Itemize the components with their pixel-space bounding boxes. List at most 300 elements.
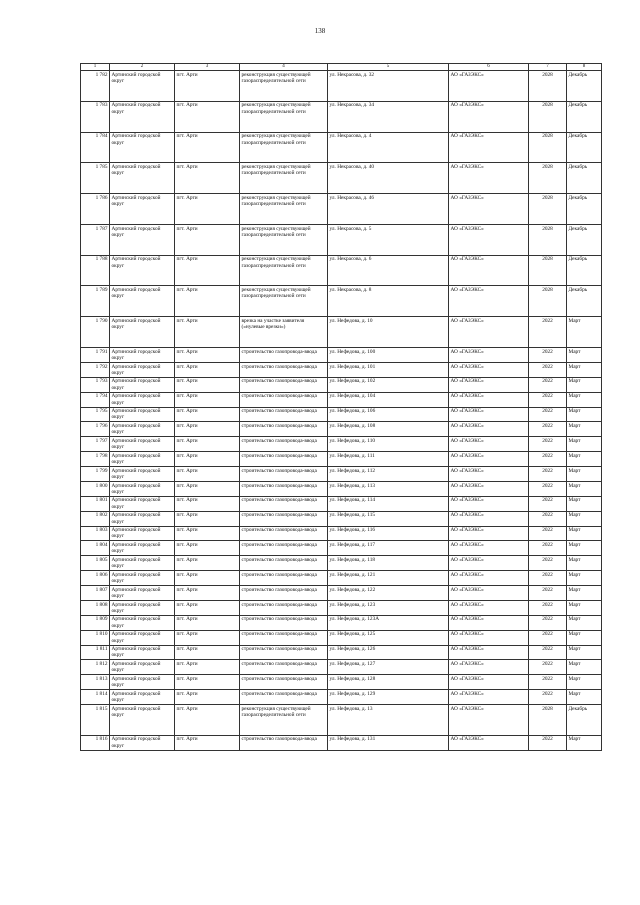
cell-month: Март — [567, 362, 602, 377]
cell-year: 2028 — [529, 286, 567, 317]
cell-month: Март — [567, 317, 602, 348]
cell-work-type: реконструкция существующей газораспределительной сети — [240, 705, 328, 736]
cell-organization: АО «ГАЗЭКС» — [449, 600, 529, 615]
cell-organization: АО «ГАЗЭКС» — [449, 586, 529, 601]
cell-work-type: реконструкция существующей газораспределительной сети — [240, 132, 328, 163]
cell-address: ул. Нефедова, д. 122 — [328, 586, 449, 601]
table-row — [81, 660, 602, 675]
cell-work-type: реконструкция существующей газораспределительной сети — [240, 163, 328, 194]
cell-row-number: 1 796 — [81, 422, 110, 437]
cell-municipality: Артинский городской округ — [110, 317, 175, 348]
cell-month: Март — [567, 586, 602, 601]
cell-row-number: 1 816 — [81, 735, 110, 750]
cell-work-type: строительство газопровода-ввода — [240, 660, 328, 675]
cell-month: Март — [567, 675, 602, 690]
cell-row-number: 1 809 — [81, 615, 110, 630]
cell-organization: АО «ГАЗЭКС» — [449, 645, 529, 660]
cell-municipality: Артинский городской округ — [110, 348, 175, 363]
table-row — [81, 556, 602, 571]
cell-organization: АО «ГАЗЭКС» — [449, 615, 529, 630]
cell-municipality: Артинский городской округ — [110, 224, 175, 255]
cell-month: Март — [567, 571, 602, 586]
cell-work-type: строительство газопровода-ввода — [240, 675, 328, 690]
cell-row-number: 1 797 — [81, 437, 110, 452]
column-number: 7 — [529, 64, 567, 71]
cell-month: Декабрь — [567, 286, 602, 317]
cell-organization: АО «ГАЗЭКС» — [449, 101, 529, 132]
cell-month: Март — [567, 437, 602, 452]
cell-settlement: пгт. Арти — [175, 511, 240, 526]
cell-address: ул. Нефедова, д. 117 — [328, 541, 449, 556]
cell-municipality: Артинский городской округ — [110, 675, 175, 690]
cell-address: ул. Нефедова, д. 112 — [328, 467, 449, 482]
cell-work-type: строительство газопровода-ввода — [240, 690, 328, 705]
cell-work-type: строительство газопровода-ввода — [240, 600, 328, 615]
cell-organization: АО «ГАЗЭКС» — [449, 690, 529, 705]
cell-settlement: пгт. Арти — [175, 690, 240, 705]
cell-address: ул. Некрасова, д. 34 — [328, 101, 449, 132]
cell-organization: АО «ГАЗЭКС» — [449, 362, 529, 377]
cell-year: 2022 — [529, 407, 567, 422]
cell-organization: АО «ГАЗЭКС» — [449, 407, 529, 422]
cell-month: Декабрь — [567, 255, 602, 286]
gasification-table — [80, 63, 602, 751]
cell-year: 2022 — [529, 437, 567, 452]
cell-organization: АО «ГАЗЭКС» — [449, 452, 529, 467]
cell-settlement: пгт. Арти — [175, 71, 240, 102]
table-row — [81, 194, 602, 225]
cell-address: ул. Нефедова, д. 118 — [328, 556, 449, 571]
cell-address: ул. Некрасова, д. 32 — [328, 71, 449, 102]
cell-settlement: пгт. Арти — [175, 452, 240, 467]
cell-municipality: Артинский городской округ — [110, 481, 175, 496]
cell-work-type: реконструкция существующей газораспределительной сети — [240, 194, 328, 225]
column-number: 2 — [110, 64, 175, 71]
column-number: 3 — [175, 64, 240, 71]
cell-organization: АО «ГАЗЭКС» — [449, 660, 529, 675]
cell-work-type: строительство газопровода-ввода — [240, 377, 328, 392]
cell-year: 2022 — [529, 660, 567, 675]
table-row — [81, 392, 602, 407]
cell-organization: АО «ГАЗЭКС» — [449, 224, 529, 255]
table-row — [81, 630, 602, 645]
cell-address: ул. Нефедова, д. 126 — [328, 645, 449, 660]
column-number: 8 — [567, 64, 602, 71]
table-row — [81, 101, 602, 132]
cell-address: ул. Некрасова, д. 5 — [328, 224, 449, 255]
cell-settlement: пгт. Арти — [175, 735, 240, 750]
cell-municipality: Артинский городской округ — [110, 526, 175, 541]
cell-municipality: Артинский городской округ — [110, 377, 175, 392]
cell-municipality: Артинский городской округ — [110, 630, 175, 645]
cell-work-type: строительство газопровода-ввода — [240, 586, 328, 601]
cell-settlement: пгт. Арти — [175, 556, 240, 571]
cell-organization: АО «ГАЗЭКС» — [449, 675, 529, 690]
cell-settlement: пгт. Арти — [175, 705, 240, 736]
cell-work-type: строительство газопровода-ввода — [240, 422, 328, 437]
cell-year: 2022 — [529, 541, 567, 556]
cell-settlement: пгт. Арти — [175, 224, 240, 255]
cell-year: 2022 — [529, 571, 567, 586]
cell-year: 2022 — [529, 362, 567, 377]
cell-work-type: строительство газопровода-ввода — [240, 556, 328, 571]
cell-municipality: Артинский городской округ — [110, 286, 175, 317]
cell-year: 2028 — [529, 163, 567, 194]
cell-month: Март — [567, 660, 602, 675]
cell-year: 2022 — [529, 467, 567, 482]
cell-row-number: 1 795 — [81, 407, 110, 422]
cell-address: ул. Некрасова, д. 40 — [328, 163, 449, 194]
cell-municipality: Артинский городской округ — [110, 71, 175, 102]
cell-year: 2028 — [529, 132, 567, 163]
cell-municipality: Артинский городской округ — [110, 660, 175, 675]
cell-organization: АО «ГАЗЭКС» — [449, 467, 529, 482]
cell-address: ул. Нефедова, д. 125 — [328, 630, 449, 645]
cell-address: ул. Нефедова, д. 104 — [328, 392, 449, 407]
cell-year: 2022 — [529, 511, 567, 526]
cell-address: ул. Нефедова, д. 110 — [328, 437, 449, 452]
cell-row-number: 1 813 — [81, 675, 110, 690]
cell-year: 2028 — [529, 255, 567, 286]
cell-month: Декабрь — [567, 163, 602, 194]
cell-month: Март — [567, 556, 602, 571]
table-row — [81, 452, 602, 467]
cell-work-type: строительство газопровода-ввода — [240, 541, 328, 556]
cell-year: 2022 — [529, 317, 567, 348]
cell-row-number: 1 789 — [81, 286, 110, 317]
cell-address: ул. Некрасова, д. 6 — [328, 255, 449, 286]
cell-year: 2022 — [529, 645, 567, 660]
cell-address: ул. Нефедова, д. 127 — [328, 660, 449, 675]
cell-month: Март — [567, 392, 602, 407]
cell-organization: АО «ГАЗЭКС» — [449, 496, 529, 511]
cell-work-type: строительство газопровода-ввода — [240, 511, 328, 526]
table-row — [81, 255, 602, 286]
cell-organization: АО «ГАЗЭКС» — [449, 541, 529, 556]
cell-organization: АО «ГАЗЭКС» — [449, 630, 529, 645]
cell-address: ул. Нефедова, д. 111 — [328, 452, 449, 467]
cell-settlement: пгт. Арти — [175, 422, 240, 437]
cell-municipality: Артинский городской округ — [110, 735, 175, 750]
table-row — [81, 286, 602, 317]
column-number: 4 — [240, 64, 328, 71]
cell-settlement: пгт. Арти — [175, 600, 240, 615]
cell-year: 2022 — [529, 630, 567, 645]
cell-municipality: Артинский городской округ — [110, 690, 175, 705]
cell-address: ул. Нефедова, д. 123 — [328, 600, 449, 615]
cell-organization: АО «ГАЗЭКС» — [449, 377, 529, 392]
cell-row-number: 1 799 — [81, 467, 110, 482]
cell-settlement: пгт. Арти — [175, 437, 240, 452]
cell-address: ул. Нефедова, д. 115 — [328, 511, 449, 526]
cell-row-number: 1 802 — [81, 511, 110, 526]
cell-month: Март — [567, 541, 602, 556]
cell-municipality: Артинский городской округ — [110, 496, 175, 511]
cell-month: Март — [567, 615, 602, 630]
cell-municipality: Артинский городской округ — [110, 194, 175, 225]
cell-organization: АО «ГАЗЭКС» — [449, 163, 529, 194]
cell-settlement: пгт. Арти — [175, 586, 240, 601]
table-row — [81, 526, 602, 541]
cell-work-type: строительство газопровода-ввода — [240, 645, 328, 660]
cell-row-number: 1 791 — [81, 348, 110, 363]
cell-row-number: 1 800 — [81, 481, 110, 496]
cell-address: ул. Нефедова, д. 113 — [328, 481, 449, 496]
cell-address: ул. Нефедова, д. 128 — [328, 675, 449, 690]
cell-settlement: пгт. Арти — [175, 571, 240, 586]
cell-municipality: Артинский городской округ — [110, 362, 175, 377]
cell-address: ул. Нефедова, д. 100 — [328, 348, 449, 363]
cell-settlement: пгт. Арти — [175, 255, 240, 286]
table-body — [81, 64, 602, 751]
table-row — [81, 600, 602, 615]
cell-municipality: Артинский городской округ — [110, 600, 175, 615]
column-number: 1 — [81, 64, 110, 71]
cell-address: ул. Нефедова, д. 129 — [328, 690, 449, 705]
cell-row-number: 1 815 — [81, 705, 110, 736]
cell-municipality: Артинский городской округ — [110, 705, 175, 736]
table-row — [81, 645, 602, 660]
cell-row-number: 1 790 — [81, 317, 110, 348]
table-row — [81, 690, 602, 705]
cell-year: 2022 — [529, 735, 567, 750]
cell-row-number: 1 794 — [81, 392, 110, 407]
cell-work-type: строительство газопровода-ввода — [240, 437, 328, 452]
cell-settlement: пгт. Арти — [175, 526, 240, 541]
table-row — [81, 481, 602, 496]
cell-month: Март — [567, 645, 602, 660]
table-row — [81, 571, 602, 586]
cell-organization: АО «ГАЗЭКС» — [449, 556, 529, 571]
cell-settlement: пгт. Арти — [175, 630, 240, 645]
cell-work-type: реконструкция существующей газораспределительной сети — [240, 286, 328, 317]
cell-settlement: пгт. Арти — [175, 496, 240, 511]
cell-work-type: строительство газопровода-ввода — [240, 467, 328, 482]
cell-month: Март — [567, 422, 602, 437]
table-row — [81, 224, 602, 255]
cell-month: Март — [567, 735, 602, 750]
cell-organization: АО «ГАЗЭКС» — [449, 526, 529, 541]
cell-municipality: Артинский городской округ — [110, 437, 175, 452]
cell-work-type: строительство газопровода-ввода — [240, 526, 328, 541]
cell-year: 2022 — [529, 452, 567, 467]
cell-settlement: пгт. Арти — [175, 615, 240, 630]
cell-row-number: 1 782 — [81, 71, 110, 102]
cell-month: Март — [567, 496, 602, 511]
cell-settlement: пгт. Арти — [175, 317, 240, 348]
cell-organization: АО «ГАЗЭКС» — [449, 422, 529, 437]
cell-organization: АО «ГАЗЭКС» — [449, 348, 529, 363]
cell-municipality: Артинский городской округ — [110, 467, 175, 482]
cell-municipality: Артинский городской округ — [110, 586, 175, 601]
cell-month: Декабрь — [567, 71, 602, 102]
cell-address: ул. Нефедова, д. 131 — [328, 735, 449, 750]
cell-year: 2028 — [529, 71, 567, 102]
cell-year: 2022 — [529, 348, 567, 363]
cell-settlement: пгт. Арти — [175, 392, 240, 407]
table-row — [81, 586, 602, 601]
cell-month: Декабрь — [567, 705, 602, 736]
cell-row-number: 1 787 — [81, 224, 110, 255]
table-row — [81, 422, 602, 437]
cell-address: ул. Некрасова, д. 4 — [328, 132, 449, 163]
table-row — [81, 377, 602, 392]
cell-organization: АО «ГАЗЭКС» — [449, 571, 529, 586]
cell-settlement: пгт. Арти — [175, 362, 240, 377]
cell-organization: АО «ГАЗЭКС» — [449, 437, 529, 452]
cell-row-number: 1 784 — [81, 132, 110, 163]
cell-address: ул. Нефедова, д. 108 — [328, 422, 449, 437]
cell-month: Декабрь — [567, 101, 602, 132]
table-row — [81, 496, 602, 511]
cell-address: ул. Некрасова, д. 46 — [328, 194, 449, 225]
cell-municipality: Артинский городской округ — [110, 422, 175, 437]
cell-month: Март — [567, 630, 602, 645]
table-row — [81, 163, 602, 194]
cell-year: 2022 — [529, 586, 567, 601]
cell-settlement: пгт. Арти — [175, 101, 240, 132]
cell-organization: АО «ГАЗЭКС» — [449, 511, 529, 526]
page-number: 138 — [314, 27, 326, 35]
cell-municipality: Артинский городской округ — [110, 556, 175, 571]
cell-organization: АО «ГАЗЭКС» — [449, 194, 529, 225]
cell-settlement: пгт. Арти — [175, 348, 240, 363]
cell-month: Март — [567, 407, 602, 422]
cell-settlement: пгт. Арти — [175, 286, 240, 317]
cell-row-number: 1 810 — [81, 630, 110, 645]
cell-month: Декабрь — [567, 132, 602, 163]
cell-year: 2028 — [529, 705, 567, 736]
cell-row-number: 1 793 — [81, 377, 110, 392]
cell-address: ул. Нефедова, д. 121 — [328, 571, 449, 586]
cell-settlement: пгт. Арти — [175, 467, 240, 482]
cell-row-number: 1 807 — [81, 586, 110, 601]
table-row — [81, 407, 602, 422]
cell-settlement: пгт. Арти — [175, 407, 240, 422]
cell-row-number: 1 804 — [81, 541, 110, 556]
cell-month: Март — [567, 452, 602, 467]
cell-address: ул. Нефедова, д. 114 — [328, 496, 449, 511]
cell-municipality: Артинский городской округ — [110, 255, 175, 286]
cell-address: ул. Нефедова, д. 101 — [328, 362, 449, 377]
cell-municipality: Артинский городской округ — [110, 645, 175, 660]
cell-municipality: Артинский городской округ — [110, 392, 175, 407]
cell-municipality: Артинский городской округ — [110, 407, 175, 422]
cell-work-type: строительство газопровода-ввода — [240, 496, 328, 511]
cell-row-number: 1 785 — [81, 163, 110, 194]
cell-row-number: 1 808 — [81, 600, 110, 615]
cell-row-number: 1 806 — [81, 571, 110, 586]
cell-month: Март — [567, 511, 602, 526]
cell-work-type: реконструкция существующей газораспределительной сети — [240, 255, 328, 286]
cell-month: Март — [567, 348, 602, 363]
cell-year: 2022 — [529, 675, 567, 690]
table-row — [81, 675, 602, 690]
cell-row-number: 1 798 — [81, 452, 110, 467]
table-row — [81, 705, 602, 736]
cell-row-number: 1 801 — [81, 496, 110, 511]
cell-year: 2022 — [529, 496, 567, 511]
cell-organization: АО «ГАЗЭКС» — [449, 132, 529, 163]
cell-work-type: строительство газопровода-ввода — [240, 630, 328, 645]
table-row — [81, 467, 602, 482]
table-row — [81, 362, 602, 377]
cell-year: 2028 — [529, 101, 567, 132]
cell-work-type: строительство газопровода-ввода — [240, 452, 328, 467]
cell-work-type: врезка на участке заявителя («нулевые врезки») — [240, 317, 328, 348]
cell-work-type: строительство газопровода-ввода — [240, 735, 328, 750]
table-row — [81, 317, 602, 348]
cell-municipality: Артинский городской округ — [110, 615, 175, 630]
cell-year: 2022 — [529, 615, 567, 630]
cell-row-number: 1 788 — [81, 255, 110, 286]
cell-work-type: строительство газопровода-ввода — [240, 571, 328, 586]
cell-month: Декабрь — [567, 194, 602, 225]
cell-year: 2022 — [529, 556, 567, 571]
cell-work-type: строительство газопровода-ввода — [240, 362, 328, 377]
table-row — [81, 437, 602, 452]
cell-work-type: строительство газопровода-ввода — [240, 392, 328, 407]
cell-municipality: Артинский городской округ — [110, 571, 175, 586]
cell-row-number: 1 803 — [81, 526, 110, 541]
cell-year: 2022 — [529, 600, 567, 615]
cell-row-number: 1 811 — [81, 645, 110, 660]
cell-settlement: пгт. Арти — [175, 132, 240, 163]
cell-organization: АО «ГАЗЭКС» — [449, 71, 529, 102]
cell-row-number: 1 805 — [81, 556, 110, 571]
table-row — [81, 615, 602, 630]
cell-municipality: Артинский городской округ — [110, 452, 175, 467]
cell-settlement: пгт. Арти — [175, 675, 240, 690]
cell-row-number: 1 812 — [81, 660, 110, 675]
cell-organization: АО «ГАЗЭКС» — [449, 705, 529, 736]
cell-month: Март — [567, 467, 602, 482]
cell-work-type: строительство газопровода-ввода — [240, 407, 328, 422]
cell-address: ул. Нефедова, д. 10 — [328, 317, 449, 348]
cell-year: 2022 — [529, 422, 567, 437]
cell-year: 2022 — [529, 481, 567, 496]
cell-organization: АО «ГАЗЭКС» — [449, 735, 529, 750]
cell-settlement: пгт. Арти — [175, 541, 240, 556]
cell-year: 2022 — [529, 377, 567, 392]
cell-address: ул. Нефедова, д. 123А — [328, 615, 449, 630]
cell-settlement: пгт. Арти — [175, 481, 240, 496]
cell-address: ул. Нефедова, д. 13 — [328, 705, 449, 736]
cell-settlement: пгт. Арти — [175, 377, 240, 392]
cell-work-type: строительство газопровода-ввода — [240, 481, 328, 496]
cell-organization: АО «ГАЗЭКС» — [449, 255, 529, 286]
column-number-row — [81, 64, 602, 71]
cell-year: 2022 — [529, 392, 567, 407]
table-row — [81, 132, 602, 163]
cell-month: Март — [567, 600, 602, 615]
cell-month: Март — [567, 690, 602, 705]
cell-settlement: пгт. Арти — [175, 163, 240, 194]
cell-municipality: Артинский городской округ — [110, 541, 175, 556]
cell-month: Март — [567, 377, 602, 392]
cell-address: ул. Нефедова, д. 116 — [328, 526, 449, 541]
cell-organization: АО «ГАЗЭКС» — [449, 317, 529, 348]
cell-organization: АО «ГАЗЭКС» — [449, 286, 529, 317]
cell-municipality: Артинский городской округ — [110, 511, 175, 526]
column-number: 6 — [449, 64, 529, 71]
cell-work-type: строительство газопровода-ввода — [240, 348, 328, 363]
cell-organization: АО «ГАЗЭКС» — [449, 392, 529, 407]
cell-year: 2028 — [529, 194, 567, 225]
table-row — [81, 541, 602, 556]
column-number: 5 — [328, 64, 449, 71]
cell-address: ул. Некрасова, д. 8 — [328, 286, 449, 317]
